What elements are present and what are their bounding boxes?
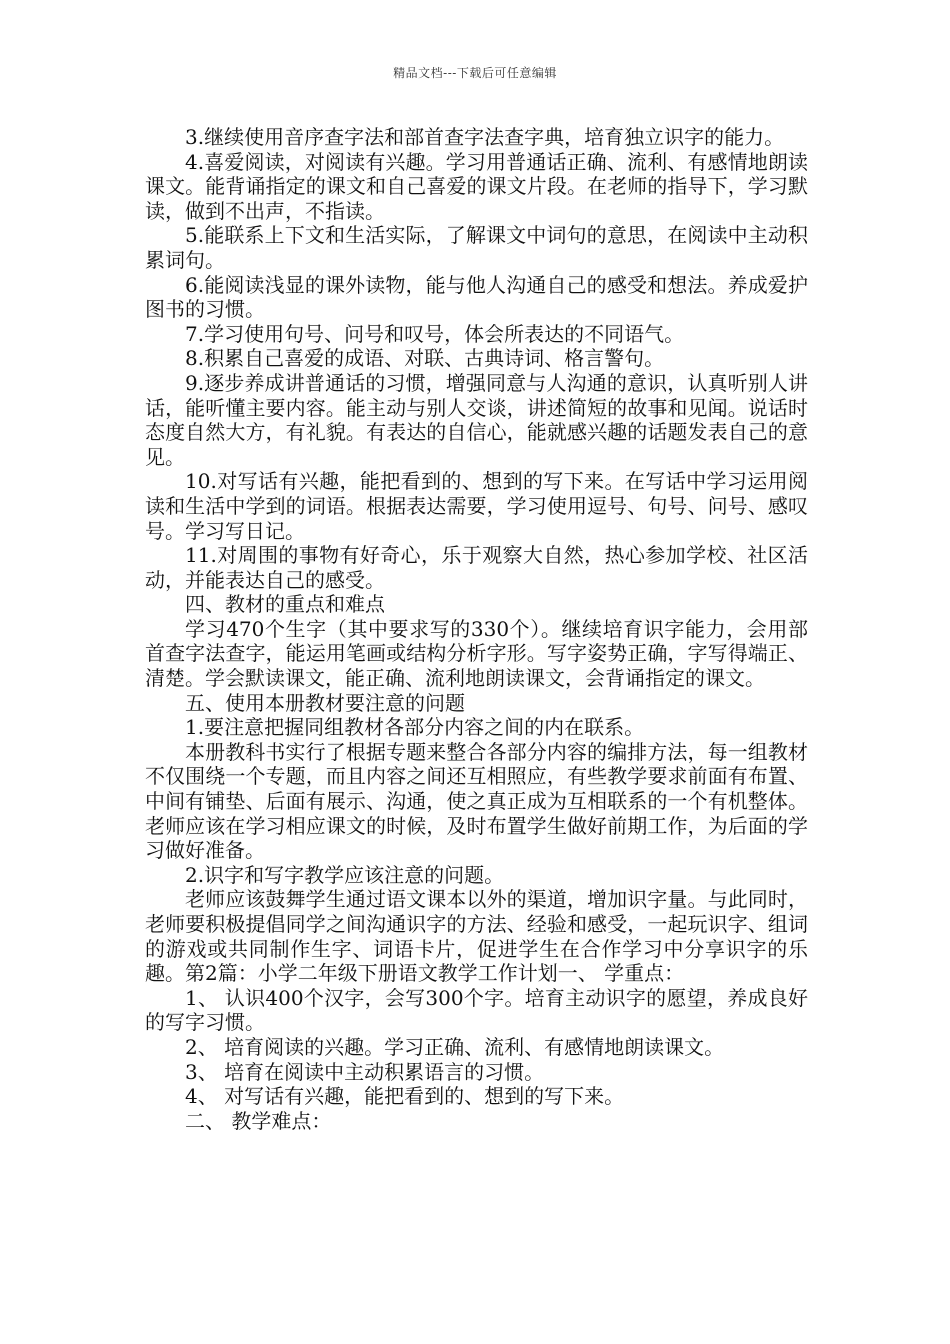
paragraph-goal-7: 7.学习使用句号、问号和叹号，体会所表达的不同语气。 [185,321,685,346]
paragraph-key-points: 学习470个生字（其中要求写的330个）。继续培育识字能力，会用部首查字法查字，能运用笔画或结构分析字形。写字姿势正确，字写得端正、清楚。学会默读课文，能正确、流利地朗读课文，会背诵指定的课文。 [145,616,808,691]
section-heading-5: 五、使用本册教材要注意的问题 [185,690,465,715]
section-heading-difficulties: 二、 教学难点： [185,1108,332,1133]
paragraph-issue-1: 1.要注意把握同组教材各部分内容之间的内在联系。 [185,715,645,740]
paragraph-goal-10: 10.对写话有兴趣，能把看到的、想到的写下来。在写话中学习运用阅读和生活中学到的词语。根据表达需要，学习使用逗号、句号、问号、感叹号。学习写日记。 [145,469,808,543]
paragraph-part2-item-4: 4、 对写话有兴趣，能把看到的、想到的写下来。 [185,1084,625,1109]
paragraph-part2-item-3: 3、 培育在阅读中主动积累语言的习惯。 [185,1059,545,1084]
paragraph-goal-8: 8.积累自己喜爱的成语、对联、古典诗词、格言警句。 [185,346,665,371]
paragraph-issue-2-detail: 老师应该鼓舞学生通过语文课本以外的渠道，增加识字量。与此同时，老师要积极提倡同学之间沟通识字的方法、经验和感受，一起玩识字、组词的游戏或共同制作生字、词语卡片，促进学生在合作学习中分享识字的乐趣。第2篇：小学二年级下册语文教学工作计划一、 学重点： [145,887,808,986]
section-heading-4: 四、教材的重点和难点 [185,592,385,617]
paragraph-goal-9: 9.逐步养成讲普通话的习惯，增强同意与人沟通的意识，认真听别人讲话，能听懂主要内容。能主动与别人交谈，讲述简短的故事和见闻。说话时态度自然大方，有礼貌。有表达的自信心，能就感兴趣的话题发表自己的意见。 [145,370,808,469]
paragraph-goal-5: 5.能联系上下文和生活实际，了解课文中词句的意思，在阅读中主动积累词句。 [145,223,808,272]
paragraph-issue-1-detail: 本册教科书实行了根据专题来整合各部分内容的编排方法，每一组教材不仅围绕一个专题，而且内容之间还互相照应，有些教学要求前面有布置、中间有铺垫、后面有展示、沟通，使之真正成为互相联系的一个有机整体。老师应该在学习相应课文的时候，及时布置学生做好前期工作，为后面的学习做好准备。 [145,739,808,863]
paragraph-part2-item-1: 1、 认识400个汉字，会写300个字。培育主动识字的愿望，养成良好的写字习惯。 [145,985,808,1035]
page-header: 精品文档---下载后可任意编辑 [393,66,557,80]
paragraph-goal-3: 3.继续使用音序查字法和部首查字法查字典，培育独立识字的能力。 [185,125,785,149]
paragraph-part2-item-2: 2、 培育阅读的兴趣。学习正确、流利、有感情地朗读课文。 [185,1034,725,1059]
paragraph-goal-4: 4.喜爱阅读，对阅读有兴趣。学习用普通话正确、流利、有感情地朗读课文。能背诵指定的课文和自己喜爱的课文片段。在老师的指导下，学习默读，做到不出声，不指读。 [145,149,808,223]
paragraph-goal-6: 6.能阅读浅显的课外读物，能与他人沟通自己的感受和想法。养成爱护图书的习惯。 [145,272,808,322]
paragraph-goal-11: 11.对周围的事物有好奇心，乐于观察大自然，热心参加学校、社区活动，并能表达自己的感受。 [145,543,808,592]
paragraph-issue-2: 2.识字和写字教学应该注意的问题。 [185,862,505,887]
document-body [145,125,808,1133]
